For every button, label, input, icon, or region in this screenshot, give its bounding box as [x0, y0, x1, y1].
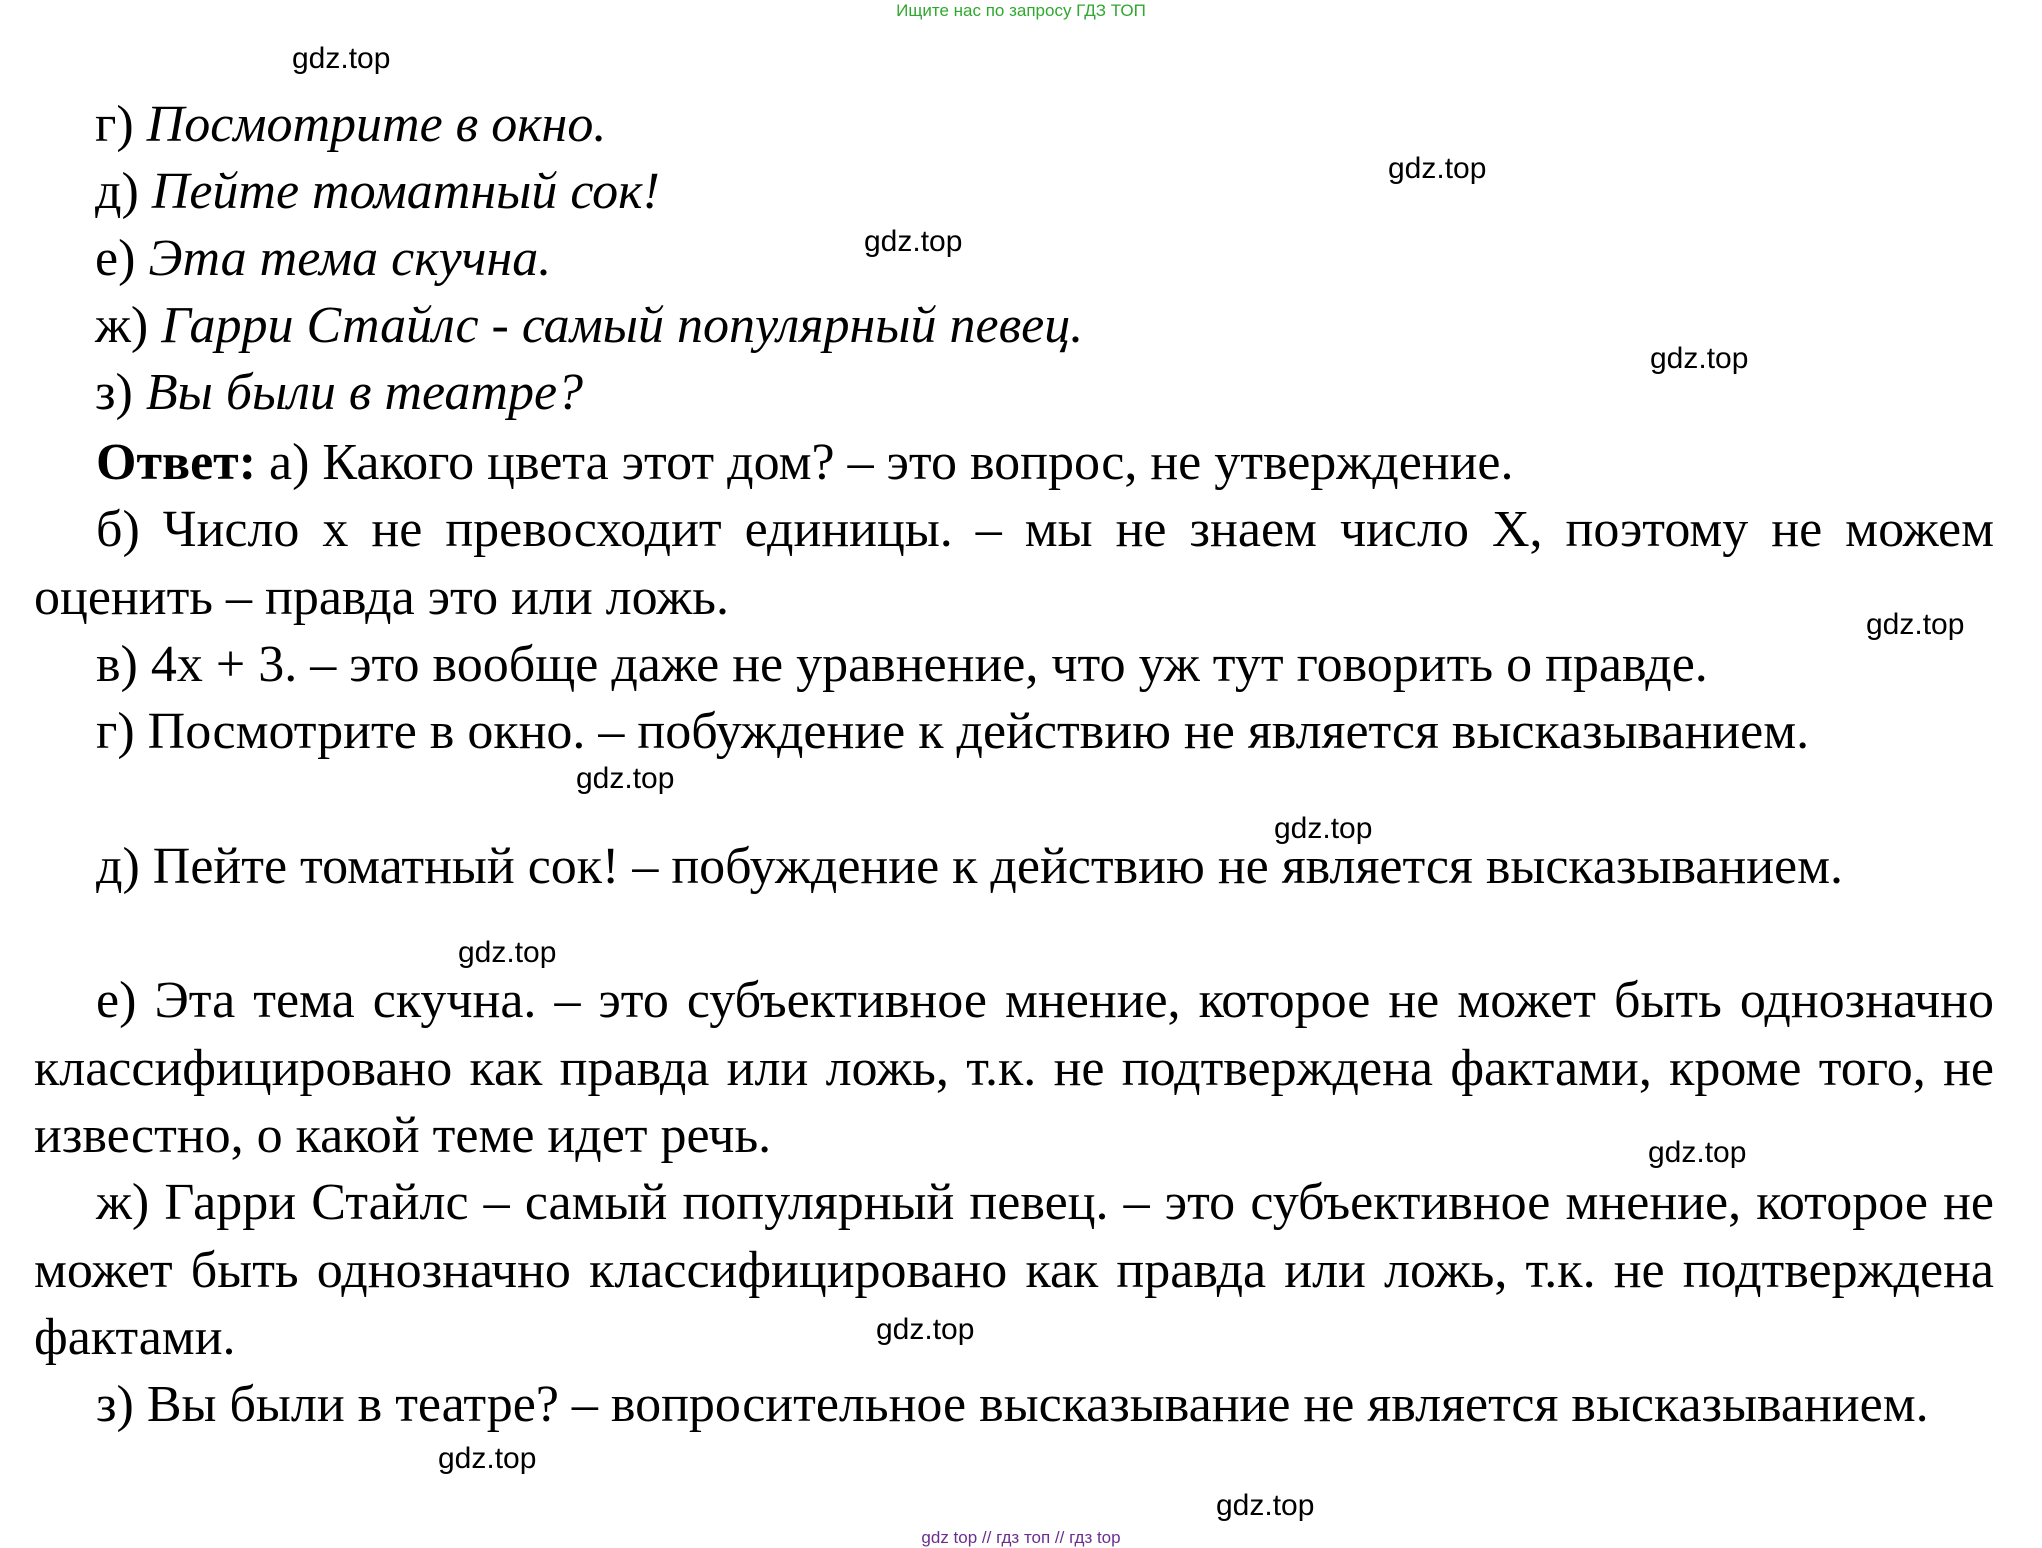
answer-paragraph-e: е) Эта тема скучна. – это субъективное мнение, которое не может быть однозначно классифицировано как правда или ложь, т.к. не подтверждена фактами, кроме того, не известно, о какой теме идет речь.	[34, 972, 1994, 1164]
task-item-label: г)	[95, 96, 134, 153]
task-item-label: д)	[95, 163, 139, 220]
answer-paragraph-a	[34, 429, 1994, 497]
watermark: gdz.top	[1648, 1136, 1747, 1169]
watermark: gdz.top	[1388, 152, 1487, 185]
watermark: gdz.top	[864, 225, 963, 258]
task-item-zh	[95, 296, 1083, 356]
task-item-text: Пейте томатный сок!	[151, 163, 660, 220]
answer-paragraph-zh: ж) Гарри Стайлс – самый популярный певец. – это субъективное мнение, которое не может быть однозначно классифицировано как правда или ложь, т.к. не подтверждена фактами.	[34, 1174, 1994, 1366]
watermark: gdz.top	[1866, 608, 1965, 641]
watermark: gdz.top	[292, 42, 391, 75]
answer-paragraph-z: з) Вы были в театре? – вопросительное высказывание не является высказыванием.	[96, 1376, 1929, 1433]
task-item-text: Вы были в театре?	[145, 364, 584, 421]
answer-paragraph-g: г) Посмотрите в окно. – побуждение к действию не является высказыванием.	[96, 703, 1810, 760]
task-item-text: Гарри Стайлс - самый популярный певец.	[161, 297, 1084, 354]
answer-paragraph-b: б) Число x не превосходит единицы. – мы не знаем число X, поэтому не можем оценить – правда это или ложь.	[34, 501, 1994, 626]
watermark: gdz.top	[876, 1313, 975, 1346]
task-item-text: Посмотрите в окно.	[146, 96, 607, 153]
watermark: gdz.top	[1216, 1489, 1315, 1522]
header-banner: Ищите нас по запросу ГДЗ ТОП	[896, 1, 1146, 20]
task-item-text: Эта тема скучна.	[148, 230, 552, 287]
watermark: gdz.top	[438, 1442, 537, 1475]
task-item-d	[95, 162, 660, 222]
answer-heading: Ответ:	[96, 434, 257, 491]
watermark: gdz.top	[458, 936, 557, 969]
task-item-z	[95, 363, 583, 423]
task-item-label: е)	[95, 230, 136, 287]
watermark: gdz.top	[576, 762, 675, 795]
footer-banner: gdz top // гдз топ // гдз top	[921, 1528, 1121, 1547]
watermark: gdz.top	[1650, 342, 1749, 375]
answer-paragraph-d: д) Пейте томатный сок! – побуждение к действию не является высказыванием.	[96, 838, 1844, 895]
answer-text-a: а) Какого цвета этот дом? – это вопрос, не утверждение.	[269, 434, 1514, 491]
task-item-label: ж)	[95, 297, 149, 354]
task-item-e	[95, 229, 551, 289]
task-item-label: з)	[95, 364, 133, 421]
task-item-g	[95, 95, 606, 155]
watermark: gdz.top	[1274, 812, 1373, 845]
answer-paragraph-v: в) 4x + 3. – это вообще даже не уравнение, что уж тут говорить о правде.	[96, 636, 1708, 693]
